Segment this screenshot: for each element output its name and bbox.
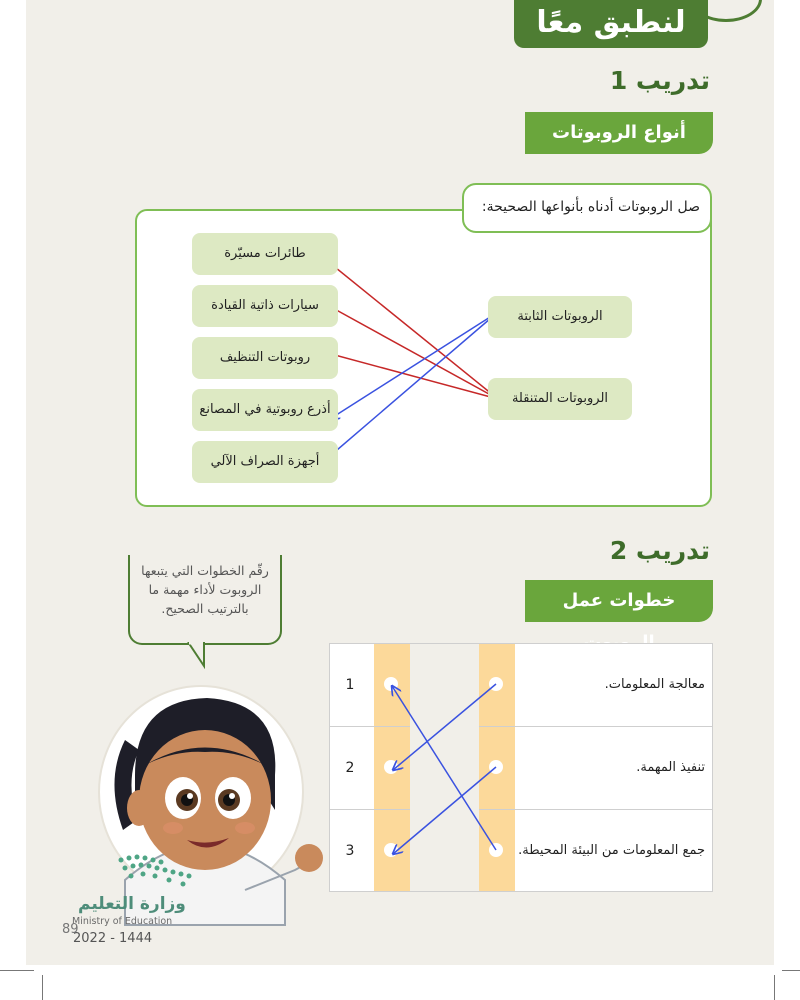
robot-item-cleaning-robots: روبوتات التنظيف	[192, 337, 338, 379]
exercise2-title: تدريب 2	[609, 536, 710, 565]
page-number: 89	[62, 922, 79, 937]
robot-item-robotic-arms: أذرع روبوتية في المصانع	[192, 389, 338, 431]
step-number-2: 2	[345, 760, 355, 776]
crop-mark	[0, 970, 34, 971]
ministry-name-en: Ministry of Education	[72, 916, 173, 927]
exercise1-title: تدريب 1	[609, 66, 710, 95]
crop-mark	[42, 975, 43, 1000]
exercise1-banner: أنواع الروبوتات	[525, 112, 713, 154]
robot-item-drones: طائرات مسيّرة	[192, 233, 338, 275]
step-text-2: تنفيذ المهمة.	[636, 760, 705, 775]
step-text-3: جمع المعلومات من البيئة المحيطة.	[518, 843, 705, 858]
exercise1-instruction: صل الروبوتات أدناه بأنواعها الصحيحة:	[462, 183, 712, 233]
arrow-step1-to-2	[393, 684, 496, 770]
ministry-name-ar: وزارة التعليم	[78, 894, 186, 914]
robot-item-atm: أجهزة الصراف الآلي	[192, 441, 338, 483]
step-number-1: 1	[345, 677, 355, 693]
robot-type-mobile: الروبوتات المتنقلة	[488, 378, 632, 420]
crop-mark	[774, 975, 775, 1000]
exercise2-banner: خطوات عمل	[525, 580, 713, 622]
crop-mark	[782, 970, 800, 971]
step-text-1: معالجة المعلومات.	[604, 677, 705, 692]
step-number-3: 3	[345, 843, 355, 859]
speech-line-1: رقّم الخطوات التي يتبعها	[141, 563, 269, 578]
ministry-logo-icon	[113, 852, 203, 894]
speech-line-3: بالترتيب الصحيح.	[161, 601, 249, 616]
robot-item-self-driving-cars: سيارات ذاتية القيادة	[192, 285, 338, 327]
page-title: لنطبق معًا	[514, 0, 708, 48]
speech-line-2: الروبوت لأداء مهمة ما	[148, 582, 262, 597]
edition-year: 2022 - 1444	[73, 931, 153, 946]
arrow-step2-to-3	[393, 767, 496, 854]
robot-type-fixed: الروبوتات الثابتة	[488, 296, 632, 338]
arrow-step3-to-1	[392, 686, 496, 850]
